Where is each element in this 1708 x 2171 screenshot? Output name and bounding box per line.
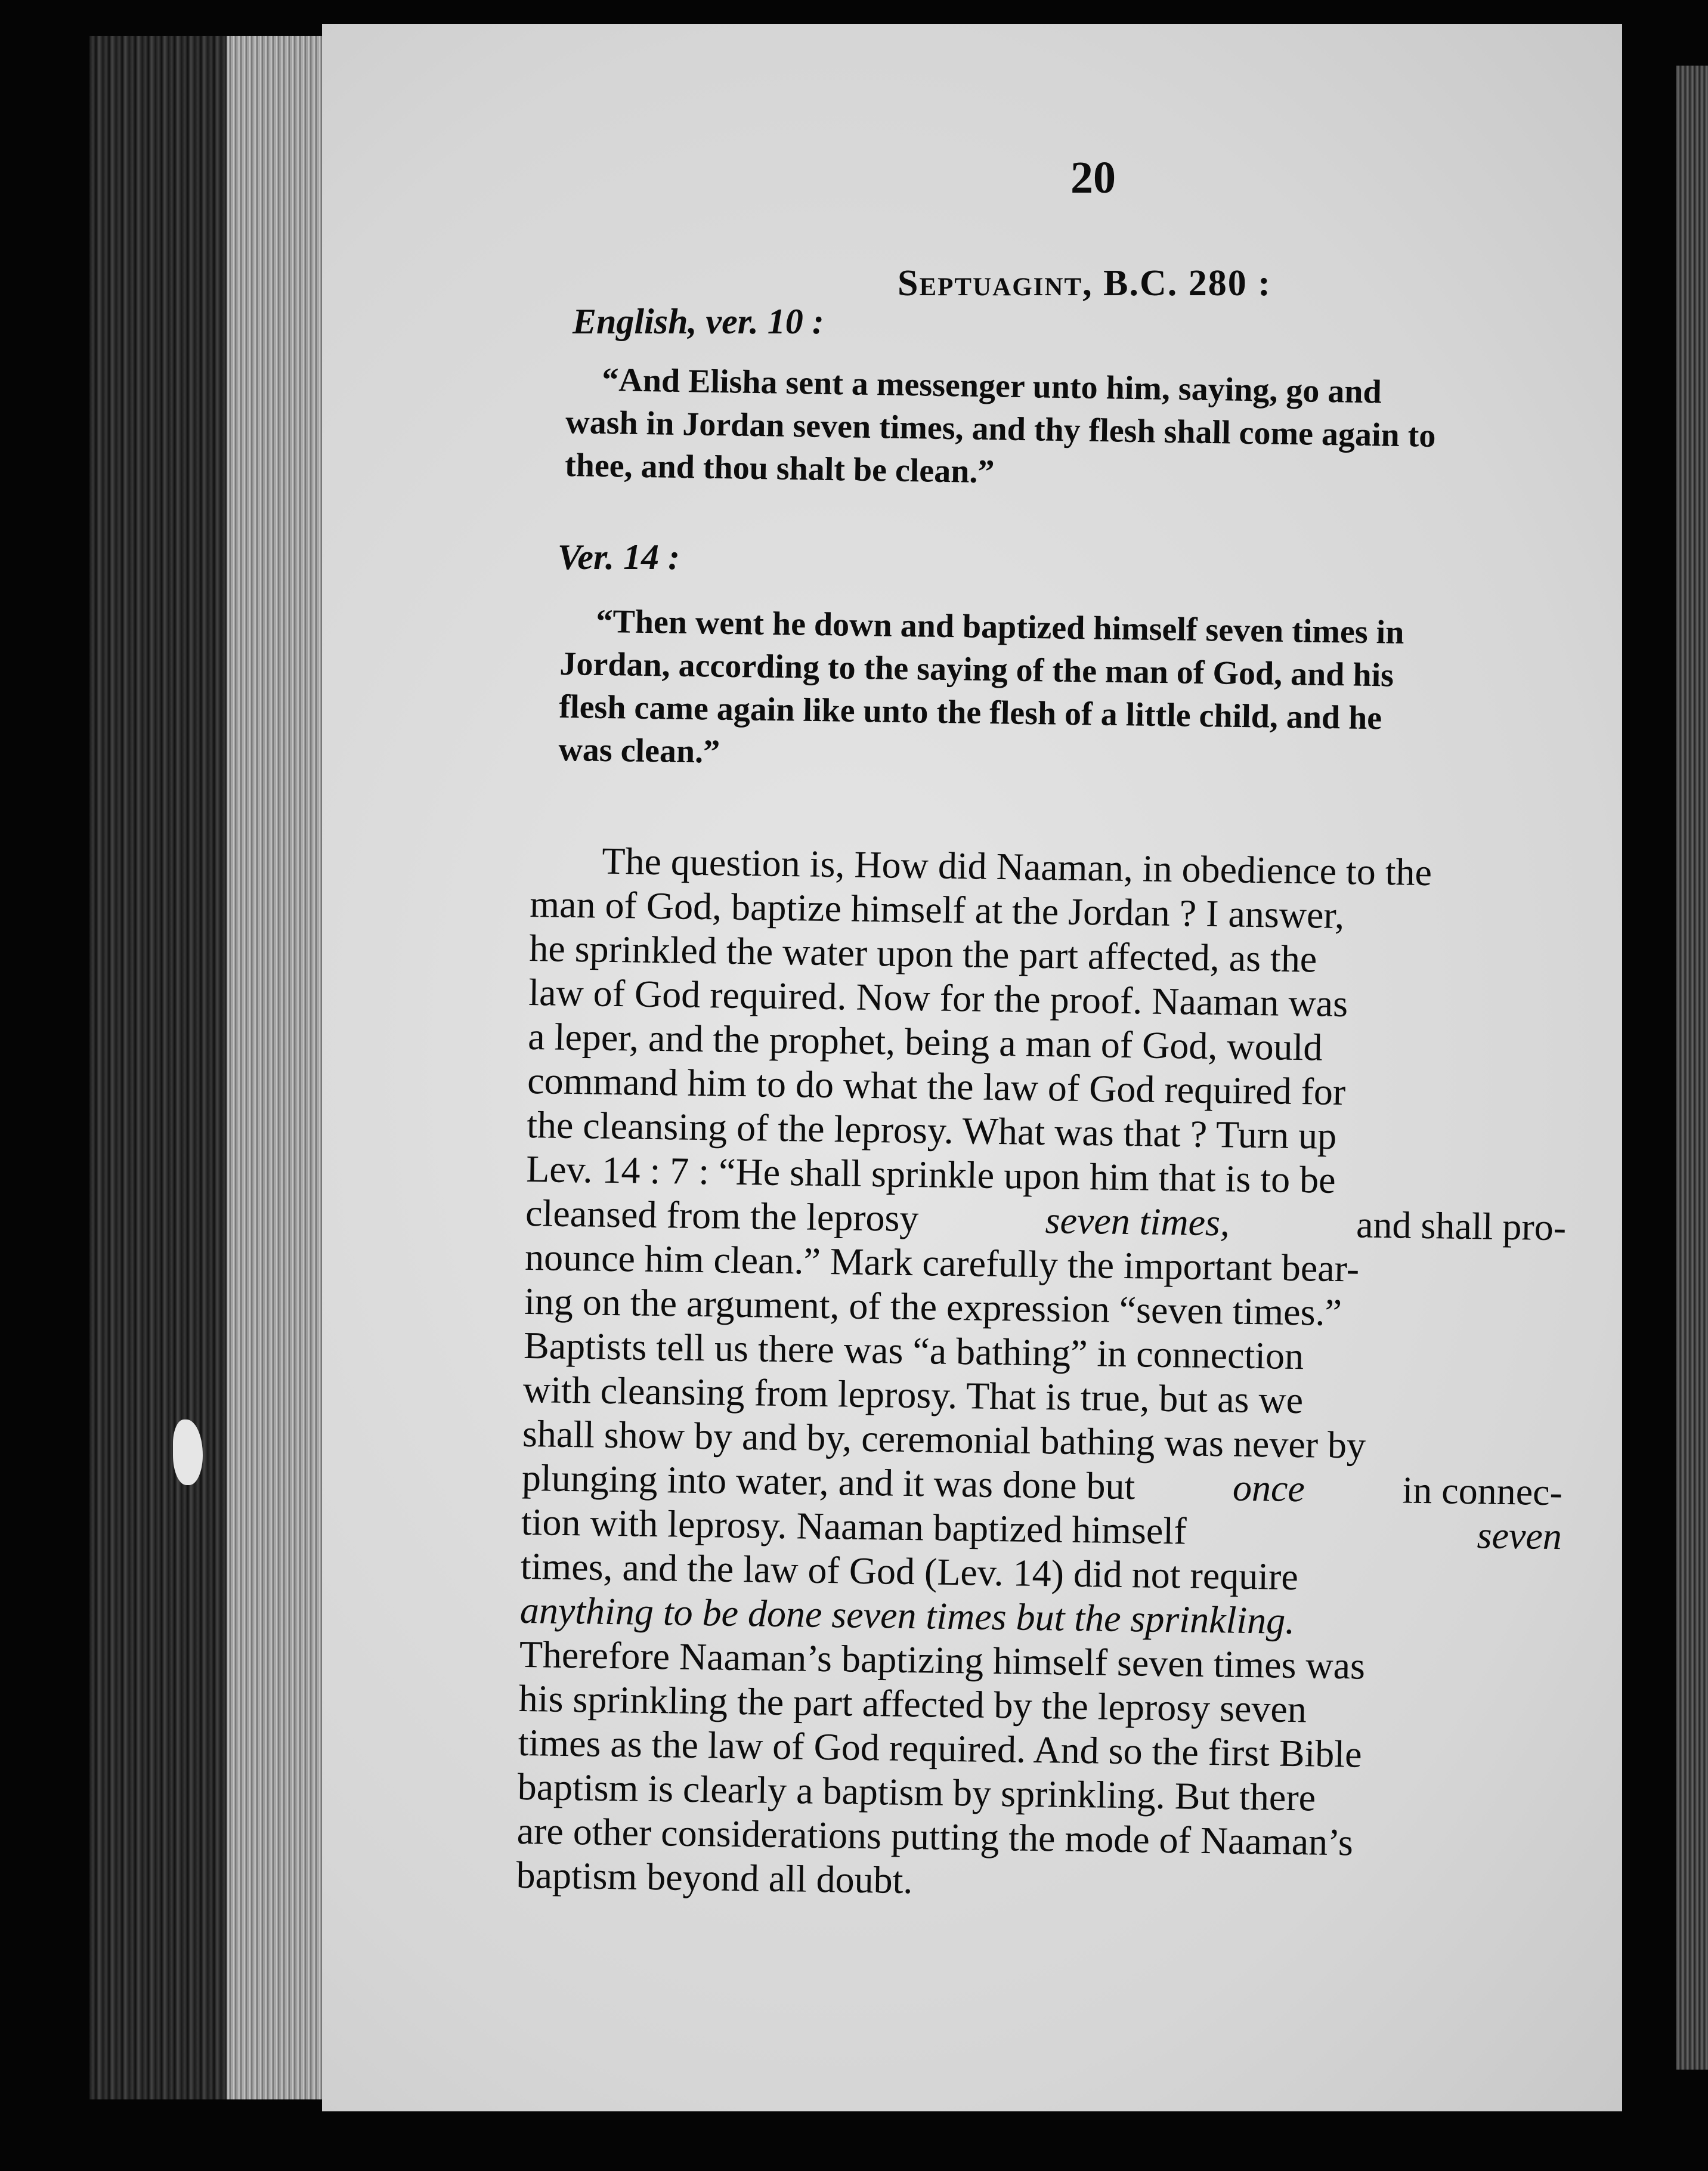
quote-line: wash in Jordan seven times, and thy flesh shall come again to [565, 403, 1436, 454]
body-text: his sprinkling the part affected by the leprosy seven [518, 1677, 1307, 1731]
quote-line: “And Elisha sent a messenger unto him, saying, go and [601, 361, 1382, 411]
body-text: times, and the law of God (Lev. 14) did not require [520, 1544, 1299, 1598]
body-text: nounce him clean.” Mark carefully the important bear- [524, 1235, 1360, 1290]
quote-line: “Then went he down and baptized himself seven times in [596, 602, 1404, 651]
body-text: cleansed from the leprosy [525, 1191, 919, 1240]
body-text: tion with leprosy. Naaman baptized himself [521, 1500, 1187, 1553]
emphasis-text: seven [1477, 1514, 1562, 1558]
book-spine [89, 36, 322, 2099]
emphasis-text: seven times, [1045, 1199, 1230, 1244]
body-text: the cleansing of the leprosy. What was that ? Turn up [526, 1103, 1337, 1157]
body-text: ing on the argument, of the expression “seven times.” [524, 1279, 1342, 1334]
body-text: with cleansing from leprosy. That is true, but as we [522, 1368, 1304, 1422]
scripture-quote [565, 358, 1598, 503]
body-text: in connec- [1402, 1468, 1563, 1514]
reference-label: English, ver. 10 : [573, 302, 824, 341]
page-number: 20 [1070, 153, 1116, 203]
quote-line: was clean.” [558, 731, 720, 771]
body-text: Therefore Naaman’s baptizing himself seven times was [519, 1632, 1366, 1687]
body-text: plunging into water, and it was done but [521, 1456, 1135, 1508]
body-text: command him to do what the law of God required for [527, 1059, 1346, 1114]
quote-line: flesh came again like unto the flesh of a little child, and he [559, 688, 1382, 737]
emphasis-text: once [1232, 1466, 1305, 1510]
body-text: baptism beyond all doubt. [516, 1853, 913, 1902]
quote-line: Jordan, according to the saying of the man of God, and his [559, 645, 1394, 694]
body-text: are other considerations putting the mode of Naaman’s [516, 1809, 1354, 1864]
body-text: a leper, and the prophet, being a man of God, would [527, 1015, 1323, 1069]
body-text: he sprinkled the water upon the part affected, as the [528, 926, 1317, 981]
emphasis-text: anything to be done seven times but the sprinkling. [519, 1588, 1295, 1643]
scripture-quote [558, 599, 1586, 785]
body-text: and shall pro- [1356, 1203, 1567, 1249]
body-paragraph [516, 838, 1571, 1912]
facing-page-edge [1676, 66, 1708, 2070]
body-text: law of God required. Now for the proof. Naaman was [528, 970, 1348, 1025]
body-text: shall show by and by, ceremonial bathing was never by [522, 1412, 1366, 1467]
body-text: man of God, baptize himself at the Jordan ? I answer, [529, 882, 1345, 937]
body-text: times as the law of God required. And so the first Bible [518, 1721, 1363, 1776]
body-text: baptism is clearly a baptism by sprinkling. But there [517, 1765, 1316, 1819]
body-text: The question is, How did Naaman, in obedience to the [601, 839, 1432, 894]
reference-label: Ver. 14 : [558, 537, 680, 577]
quote-line: thee, and thou shalt be clean.” [564, 446, 995, 491]
body-text: Lev. 14 : 7 : “He shall sprinkle upon him that is to be [525, 1147, 1336, 1201]
source-heading: Septuagint, B.C. 280 : [898, 263, 1271, 304]
body-text: Baptists tell us there was “a bathing” in connection [523, 1323, 1304, 1378]
